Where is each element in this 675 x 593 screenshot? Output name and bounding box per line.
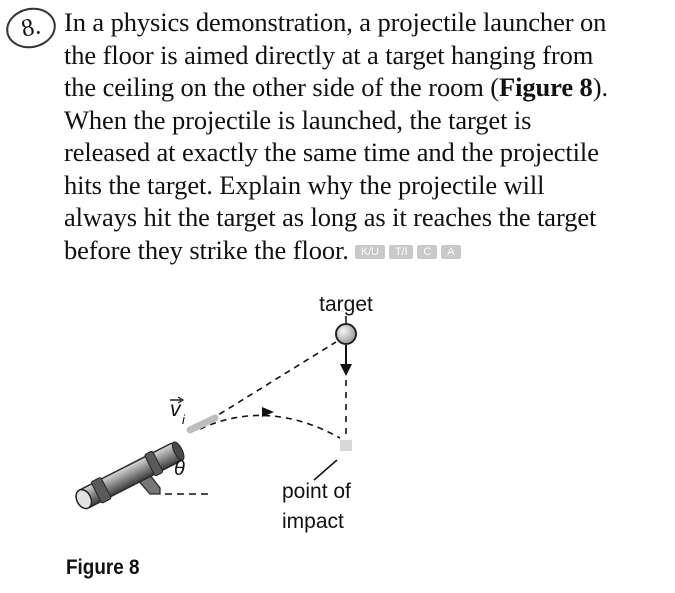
skill-badge-ti: T/I [389, 245, 414, 259]
impact-leader-line [314, 460, 337, 480]
projectile-launcher [72, 438, 187, 513]
skill-badge-c: C [417, 245, 437, 259]
question-line: released at exactly the same time and the projectile [64, 137, 599, 167]
question-line-part: the ceiling on the other side of the room ( [64, 72, 500, 102]
velocity-subscript: i [182, 412, 185, 427]
question-line: the floor is aimed directly at a target hanging from [64, 39, 594, 70]
figure-caption: Figure 8 [66, 556, 140, 579]
question-line: When the projectile is launched, the target is [64, 104, 532, 135]
trajectory-path [200, 415, 340, 438]
fall-arrow-head [340, 364, 352, 376]
question-line: always hit the target as long as it reaches the target [64, 202, 597, 232]
impact-label-line1: point of [282, 480, 351, 503]
target-label: target [319, 293, 373, 316]
question-line-part: ). [592, 72, 608, 102]
question-line: In a physics demonstration, a projectile launcher on [64, 7, 607, 37]
figure-reference: Figure 8 [499, 72, 593, 102]
impact-label-line2: impact [282, 510, 344, 533]
theta-label: θ [174, 458, 185, 480]
question-line: hits the target. Explain why the projectile will [64, 169, 545, 200]
question-line-part: before they strike the floor. [64, 234, 349, 265]
target-ball [336, 324, 356, 344]
skill-badge-ku: K/U [355, 245, 385, 259]
launcher-tube [77, 442, 182, 509]
velocity-label: v [170, 398, 181, 421]
impact-marker [340, 440, 352, 451]
aim-line [210, 342, 336, 420]
question-number: 8. [2, 3, 59, 53]
skill-badge-a: A [441, 245, 460, 259]
